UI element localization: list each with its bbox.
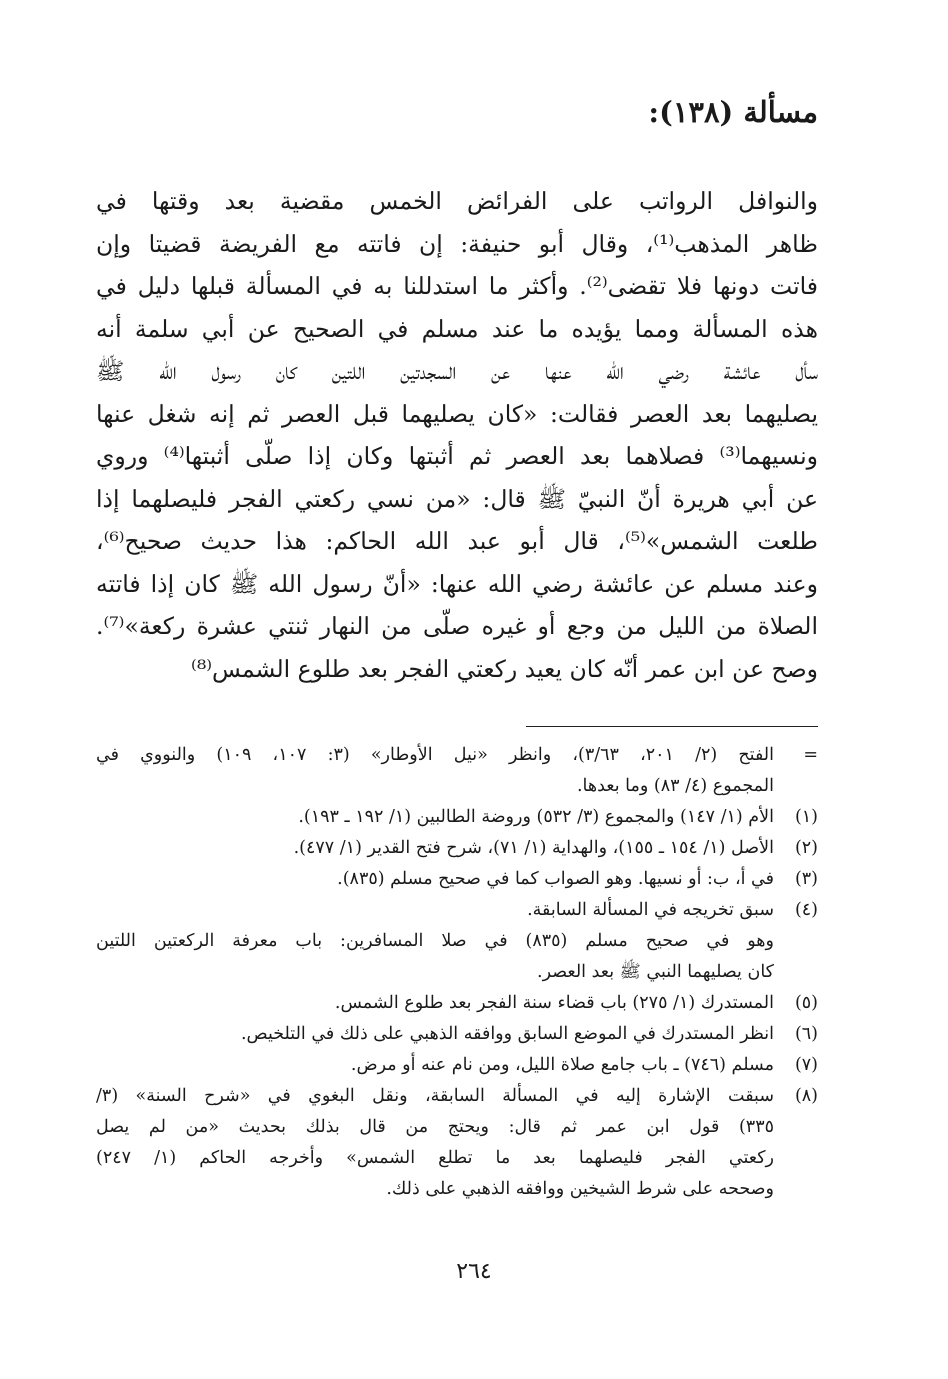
text-line: طلعت الشمس»⁽⁵⁾، قال أبو عبد الله الحاكم: هذا حديث صحيح⁽⁶⁾، (96, 527, 818, 555)
footnote-line: الأصل (١/ ١٥٤ ـ ١٥٥)، والهداية (١/ ٧١)، شرح فتح القدير (١/ ٤٧٧). (293, 838, 774, 858)
footnote-marker: (٨) (794, 1086, 818, 1106)
text-line: وصح عن ابن عمر أنّه كان يعيد ركعتي الفجر بعد طلوع الشمس⁽⁸⁾ (191, 654, 818, 683)
footnote-marker: (٤) (794, 900, 818, 920)
footnote-line: سبق تخريجه في المسألة السابقة. (527, 900, 774, 920)
footnote-marker (774, 926, 818, 988)
issue-heading: مسألة (١٣٨): (648, 95, 818, 129)
text-line: الصلاة من الليل من وجع أو غيره صلّى من النهار ثنتي عشرة ركعة»⁽⁷⁾. (96, 612, 818, 640)
footnote-line: في أ، ب: أو نسيها. وهو الصواب كما في صحيح مسلم (٨٣٥). (337, 869, 774, 889)
text-line: ونسيهما⁽³⁾ فصلاهما بعد العصر ثم أثبتها وكان إذا صلّى أثبتها⁽⁴⁾ وروي (96, 442, 818, 470)
footnote (96, 988, 818, 1019)
text-line: سأل عائشة رضي الله عنها عن السجدتين اللتين كان رسول الله ﷺ (96, 357, 818, 385)
footnote-continuation (96, 926, 818, 988)
footnote-line: وهو في صحيح مسلم (٨٣٥) في صلا المسافرين: باب معرفة الركعتين اللتين (96, 931, 774, 951)
footnote-line: الأم (١/ ١٤٧) والمجموع (٣/ ٥٣٢) وروضة الطالبين (١/ ١٩٢ ـ ١٩٣). (298, 807, 774, 827)
footnote (96, 802, 818, 833)
footnote-line: المستدرك (١/ ٢٧٥) باب قضاء سنة الفجر بعد طلوع الشمس. (334, 993, 774, 1013)
footnote-line: الفتح (٢/ ٢٠١، ٣/٦٣)، وانظر «نيل الأوطار» (٣: ١٠٧، ١٠٩) والنووي في (96, 745, 774, 765)
text-line: يصليهما بعد العصر فقالت: «كان يصليهما قبل العصر ثم إنه شغل عنها (96, 399, 818, 428)
footnote (96, 1019, 818, 1050)
footnote (96, 1081, 818, 1205)
footnote-line: كان يصليهما النبي ﷺ بعد العصر. (537, 962, 774, 982)
main-text (96, 180, 818, 690)
footnote-line: سبقت الإشارة إليه في المسألة السابقة، ونقل البغوي في «شرح السنة» (٣/ (96, 1086, 774, 1106)
footnote-marker: (١) (794, 807, 818, 827)
text-line: وعند مسلم عن عائشة رضي الله عنها: «أنّ رسول الله ﷺ كان إذا فاتته (96, 569, 818, 598)
footnote (96, 1050, 818, 1081)
page-number: ٢٦٤ (456, 1259, 492, 1284)
text-line: ظاهر المذهب⁽¹⁾، وقال أبو حنيفة: إن فاتته مع الفريضة قضيتا وإن (96, 229, 818, 258)
text-line: والنوافل الرواتب على الفرائض الخمس مقضية بعد وقتها في (96, 187, 818, 215)
footnote (96, 833, 818, 864)
footnote-line: وصححه على شرط الشيخين ووافقه الذهبي على ذلك. (386, 1179, 774, 1199)
footnote-separator (526, 726, 818, 727)
footnote (96, 864, 818, 895)
text-line: عن أبي هريرة أنّ النبيّ ﷺ قال: «من نسي ركعتي الفجر فليصلهما إذا (96, 484, 818, 513)
footnote-marker: (٦) (794, 1024, 818, 1044)
footnote-marker: (٥) (794, 993, 818, 1013)
footnotes (96, 740, 818, 1205)
footnote-marker: (٧) (794, 1055, 818, 1075)
footnote-marker: (٢) (794, 838, 818, 858)
footnote-line: المجموع (٤/ ٨٣) وما بعدها. (576, 776, 774, 796)
text-line: هذه المسألة ومما يؤيده ما عند مسلم في الصحيح عن أبي سلمة أنه (96, 314, 818, 343)
footnote (96, 895, 818, 926)
footnote (96, 740, 818, 802)
footnote-line: ركعتي الفجر فليصلهما بعد ما تطلع الشمس» وأخرجه الحاكم (١/ ٢٤٧) (96, 1148, 774, 1168)
footnote-marker: (٣) (794, 869, 818, 889)
footnote-line: مسلم (٧٤٦) ـ باب جامع صلاة الليل، ومن نام عنه أو مرض. (350, 1055, 774, 1075)
text-line: فاتت دونها فلا تقضى⁽²⁾. وأكثر ما استدللنا به في المسألة قبلها دليل في (96, 272, 818, 300)
footnote-line: انظر المستدرك في الموضع السابق ووافقه الذهبي على ذلك في التلخيص. (240, 1024, 774, 1044)
footnote-marker: = (803, 745, 818, 765)
footnote-line: ٣٣٥) قول ابن عمر ثم قال: ويحتج من قال بذلك بحديث «من لم يصل (96, 1117, 774, 1137)
